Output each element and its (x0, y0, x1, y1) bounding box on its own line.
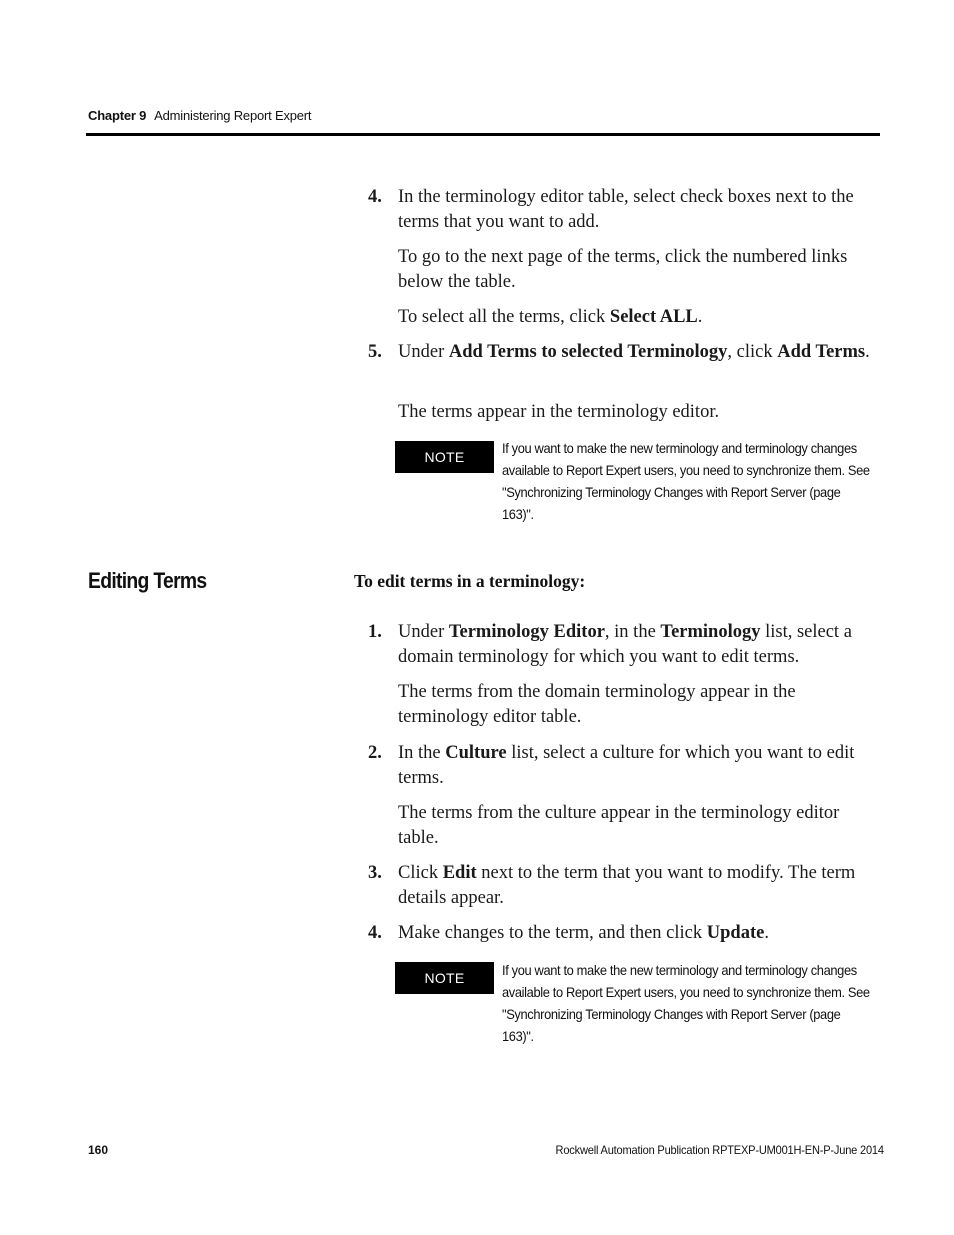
edit-step-2-result: The terms from the culture appear in the terminology editor table. (398, 803, 840, 848)
step-number: 1. (368, 622, 382, 642)
step-text-bold-1: Add Terms to selected Terminology (448, 342, 728, 362)
select-all-paragraph (398, 305, 880, 330)
step-number: 5. (368, 342, 382, 362)
publication-info: Rockwell Automation Publication RPTEXP-UM001H-EN-P-June 2014 (555, 1143, 884, 1157)
step-text-part: In the (398, 743, 446, 763)
section-heading: Editing Terms (88, 568, 207, 593)
note-badge: NOTE (395, 441, 494, 473)
step-5-result: The terms appear in the terminology editor. (398, 402, 720, 422)
step-text-part: Make changes to the term, and then click (398, 923, 707, 943)
step-text-bold: Terminology (660, 622, 761, 642)
step-text-bold: Edit (442, 863, 477, 883)
step-text-middle: , click (727, 342, 778, 362)
page-number: 160 (88, 1143, 109, 1157)
note-badge: NOTE (395, 962, 494, 994)
step-text-bold: Update (706, 923, 765, 943)
step-text (398, 921, 880, 946)
step-text-part: Under (398, 622, 449, 642)
step-text-part: list, select a culture for which you want to edit terms. (398, 743, 855, 788)
running-header (88, 108, 311, 123)
select-all-bold: Select ALL (609, 307, 698, 327)
step-text-bold: Terminology Editor (448, 622, 605, 642)
note-text: If you want to make the new terminology and terminology changes available to Report Expert users, you need to synchronize them. See "Synchronizing Terminology Changes with Report Server (page 163)". (502, 440, 870, 522)
next-page-paragraph: To go to the next page of the terms, click the numbered links below the table. (398, 247, 848, 292)
step-text-part: list, select a domain terminology for which you want to edit terms. (398, 622, 852, 667)
step-text-suffix: . (865, 342, 870, 362)
chapter-label: Chapter 9 (88, 108, 147, 123)
note-text: If you want to make the new terminology and terminology changes available to Report Expert users, you need to synchronize them. See "Synchronizing Terminology Changes with Report Server (page 163)". (502, 962, 870, 1044)
step-text-part: Click (398, 863, 443, 883)
step-text (398, 620, 880, 670)
step-number: 4. (368, 923, 382, 943)
step-text (398, 741, 880, 791)
step-text (398, 861, 880, 911)
select-all-suffix: . (697, 307, 703, 327)
procedure-heading: To edit terms in a terminology: (354, 571, 586, 591)
step-text-part: , in the (604, 622, 661, 642)
step-text: In the terminology editor table, select check boxes next to the terms that you want to add. (398, 187, 854, 232)
step-text (398, 340, 880, 365)
header-rule (86, 133, 880, 136)
step-text-part: . (764, 923, 769, 943)
step-text-bold-2: Add Terms (777, 342, 866, 362)
step-number: 3. (368, 863, 382, 883)
step-text-prefix: Under (398, 342, 449, 362)
chapter-title: Administering Report Expert (154, 108, 312, 123)
step-text-bold: Culture (445, 743, 507, 763)
step-number: 4. (368, 187, 382, 207)
step-number: 2. (368, 743, 382, 763)
edit-step-1-result: The terms from the domain terminology appear in the terminology editor table. (398, 682, 796, 727)
step-text-part: next to the term that you want to modify. The term details appear. (398, 863, 856, 908)
select-all-prefix: To select all the terms, click (398, 307, 610, 327)
